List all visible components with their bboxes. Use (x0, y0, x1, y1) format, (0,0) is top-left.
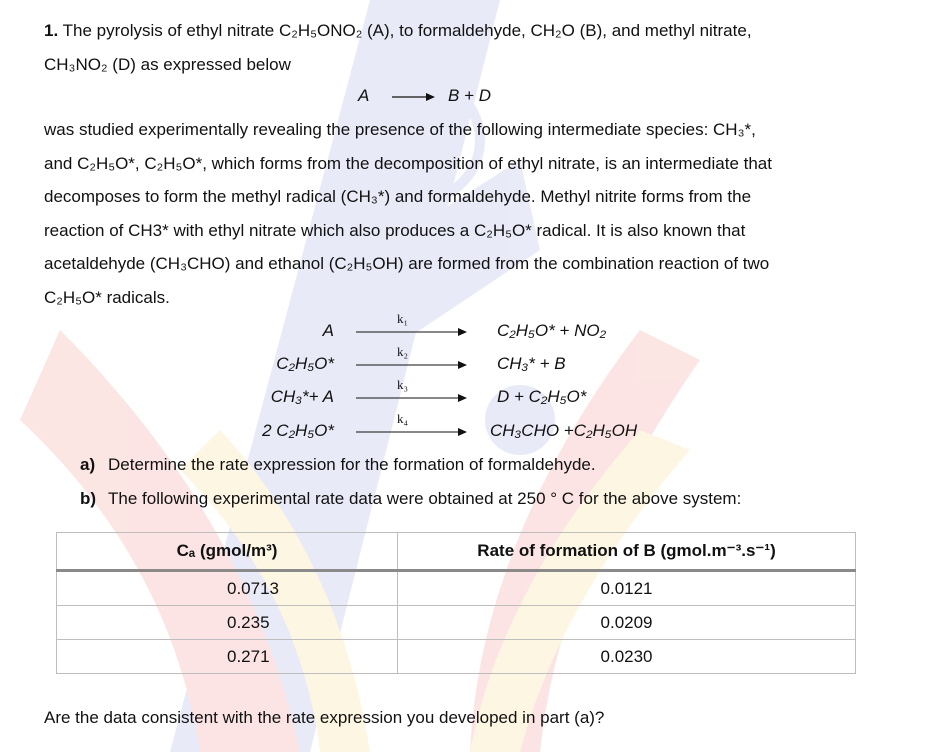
problem-number: 1. (44, 21, 59, 40)
header-concentration: Cₐ (gmol/m³) (57, 533, 398, 571)
rate-data-table (56, 532, 856, 674)
table-cell-concentration: 0.235 (57, 606, 398, 640)
problem-intro (44, 14, 844, 81)
reaction-4-products: CH₃CHO +C₂H₅OH (490, 421, 638, 440)
reaction-3-reactant: CH₃*+ A (270, 387, 334, 406)
reaction-1-reactant: A (322, 321, 334, 340)
header-rate: Rate of formation of B (gmol.m⁻³.s⁻¹) (398, 533, 856, 571)
reaction-4-reactant: 2 C₂H₅O* (262, 421, 334, 440)
reaction-1-rate-constant: k₁ (397, 311, 409, 326)
table-cell-rate: 0.0230 (398, 640, 856, 674)
overall-products: B + D (448, 86, 491, 105)
body-line: C₂H₅O* radicals. (44, 287, 170, 307)
part-a-text: Determine the rate expression for the formation of formaldehyde. (108, 455, 596, 474)
table-row (57, 606, 856, 640)
reaction-4-arrow (356, 426, 468, 438)
part-b (80, 489, 741, 509)
body-line: and C₂H₅O*, C₂H₅O*, which forms from the decomposition of ethyl nitrate, is an intermediate that (44, 153, 772, 173)
reaction-2-rate-constant: k₂ (397, 344, 409, 359)
body-line: acetaldehyde (CH₃CHO) and ethanol (C₂H₅OH) are formed from the combination reaction of two (44, 254, 770, 273)
table-cell-concentration: 0.0713 (57, 571, 398, 606)
overall-reactant: A (358, 86, 370, 105)
reaction-2-products: CH₃* + B (497, 354, 566, 373)
overall-arrow (392, 90, 436, 104)
reaction-3-arrow (356, 392, 468, 404)
reaction-2-reactant: C₂H₅O* (276, 354, 334, 373)
intro-line-2: CH₃NO₂ (D) as expressed below (44, 54, 291, 74)
table-row (57, 640, 856, 674)
reaction-3-rate-constant: k₃ (397, 377, 409, 392)
table-cell-concentration: 0.271 (57, 640, 398, 674)
table-header-row (57, 533, 856, 571)
part-a-label: a) (80, 455, 96, 474)
part-a (80, 455, 596, 475)
body-line: decomposes to form the methyl radical (CH₃*) and formaldehyde. Methyl nitrite forms from the (44, 187, 752, 206)
reaction-2-arrow (356, 359, 468, 371)
table-cell-rate: 0.0209 (398, 606, 856, 640)
reaction-1-arrow (356, 326, 468, 338)
reaction-4-rate-constant: k₄ (397, 411, 409, 426)
part-b-text: The following experimental rate data were obtained at 250 ° C for the above system: (108, 489, 742, 508)
reaction-1-products: C₂H₅O* + NO₂ (497, 321, 607, 340)
closing-question: Are the data consistent with the rate expression you developed in part (a)? (44, 708, 605, 727)
reaction-3-products: D + C₂H₅O* (497, 387, 587, 406)
table-row (57, 571, 856, 606)
body-line: was studied experimentally revealing the presence of the following intermediate species: CH₃*, (44, 120, 756, 139)
mechanism-description (44, 113, 844, 314)
intro-line-1: The pyrolysis of ethyl nitrate C₂H₅ONO₂ (A), to formaldehyde, CH₂O (B), and methyl nitrate, (62, 21, 752, 40)
body-line: reaction of CH3* with ethyl nitrate which also produces a C₂H₅O* radical. It is also known that (44, 220, 746, 240)
table-cell-rate: 0.0121 (398, 571, 856, 606)
part-b-label: b) (80, 489, 97, 508)
